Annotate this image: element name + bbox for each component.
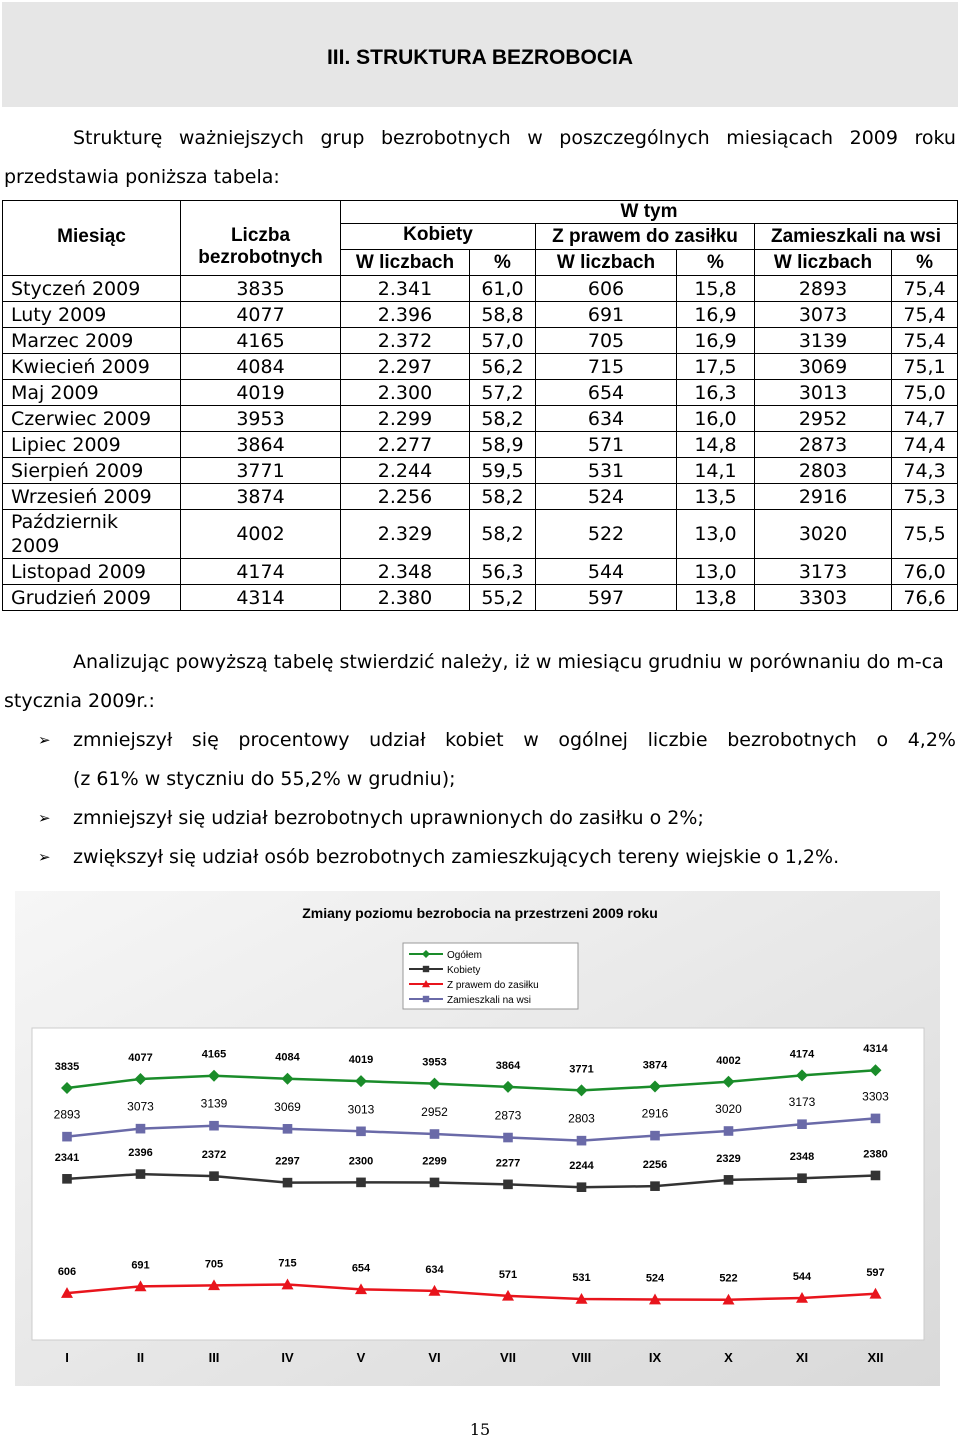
value-cell: 524 bbox=[536, 484, 677, 510]
table-row bbox=[3, 276, 958, 302]
value-cell: 2.244 bbox=[341, 458, 470, 484]
value-cell: 3864 bbox=[181, 432, 341, 458]
col-rural: Zamieszkali na wsi bbox=[755, 224, 958, 250]
legend-marker bbox=[423, 966, 429, 972]
finding-1-word: w bbox=[523, 729, 539, 751]
data-point bbox=[724, 1175, 734, 1185]
finding-item bbox=[38, 838, 956, 877]
value-cell: 3139 bbox=[755, 328, 892, 354]
col-women: Kobiety bbox=[341, 224, 536, 250]
value-cell: 17,5 bbox=[677, 354, 755, 380]
data-label: 3835 bbox=[54, 1060, 80, 1073]
data-label: 2372 bbox=[201, 1149, 227, 1162]
x-tick-label: VIII bbox=[571, 1350, 592, 1365]
finding-1-word: bezrobotnych bbox=[727, 729, 857, 751]
data-label: 2803 bbox=[568, 1111, 595, 1126]
month-cell: Grudzień 2009 bbox=[3, 585, 181, 611]
finding-1-line-2: (z 61% w styczniu do 55,2% w grudniu); bbox=[73, 768, 456, 790]
value-cell: 4077 bbox=[181, 302, 341, 328]
unemployment-chart bbox=[15, 891, 940, 1386]
data-label: 2299 bbox=[422, 1155, 447, 1168]
value-cell: 16,3 bbox=[677, 380, 755, 406]
data-label: 2277 bbox=[495, 1157, 521, 1170]
data-label: 522 bbox=[719, 1272, 738, 1285]
intro-word: 2009 bbox=[849, 127, 898, 149]
value-cell: 16,9 bbox=[677, 328, 755, 354]
value-cell: 75,0 bbox=[892, 380, 958, 406]
data-label: 715 bbox=[278, 1257, 297, 1270]
finding-1-line-1 bbox=[73, 721, 956, 760]
col-rural-pct: % bbox=[892, 250, 958, 276]
arrow-bullet-icon: ➢ bbox=[38, 731, 51, 749]
data-label: 4084 bbox=[275, 1051, 300, 1064]
value-cell: 13,0 bbox=[677, 559, 755, 585]
intro-word: roku bbox=[914, 127, 956, 149]
intro-word: miesiącach bbox=[726, 127, 834, 149]
value-cell: 74,4 bbox=[892, 432, 958, 458]
data-label: 2329 bbox=[716, 1152, 741, 1165]
value-cell: 522 bbox=[536, 510, 677, 559]
data-point bbox=[209, 1171, 219, 1181]
value-cell: 4084 bbox=[181, 354, 341, 380]
data-label: 2916 bbox=[641, 1106, 669, 1121]
value-cell: 691 bbox=[536, 302, 677, 328]
data-point bbox=[797, 1173, 807, 1183]
value-cell: 58,8 bbox=[470, 302, 536, 328]
value-cell: 2.348 bbox=[341, 559, 470, 585]
data-label: 2244 bbox=[569, 1160, 594, 1173]
intro-word: bezrobotnych bbox=[381, 127, 511, 149]
intro-word: ważniejszych bbox=[178, 127, 304, 149]
value-cell: 75,4 bbox=[892, 276, 958, 302]
data-point bbox=[283, 1124, 293, 1134]
legend-label: Kobiety bbox=[447, 965, 481, 976]
data-label: 3303 bbox=[862, 1089, 889, 1104]
value-cell: 2952 bbox=[755, 406, 892, 432]
data-label: 4077 bbox=[128, 1051, 153, 1064]
data-label: 4019 bbox=[348, 1054, 374, 1067]
value-cell: 14,8 bbox=[677, 432, 755, 458]
data-point bbox=[871, 1114, 881, 1124]
data-point bbox=[577, 1182, 587, 1192]
month-cell: Styczeń 2009 bbox=[3, 276, 181, 302]
data-point bbox=[356, 1178, 366, 1188]
value-cell: 3013 bbox=[755, 380, 892, 406]
data-label: 524 bbox=[645, 1272, 665, 1285]
value-cell: 2.396 bbox=[341, 302, 470, 328]
data-point bbox=[871, 1171, 881, 1181]
data-point bbox=[503, 1180, 513, 1190]
data-label: 4002 bbox=[716, 1054, 741, 1067]
value-cell: 3771 bbox=[181, 458, 341, 484]
data-point bbox=[62, 1174, 72, 1184]
data-label: 3069 bbox=[274, 1099, 301, 1114]
value-cell: 3953 bbox=[181, 406, 341, 432]
data-label: 3771 bbox=[569, 1063, 594, 1076]
value-cell: 4174 bbox=[181, 559, 341, 585]
data-label: 3953 bbox=[422, 1056, 447, 1069]
data-label: 2873 bbox=[494, 1108, 522, 1123]
chart-svg bbox=[15, 891, 940, 1386]
data-label: 606 bbox=[57, 1266, 77, 1279]
analysis-line-2: stycznia 2009r.: bbox=[4, 690, 155, 712]
intro-line-1 bbox=[4, 119, 956, 158]
x-tick-label: II bbox=[136, 1350, 145, 1365]
value-cell: 3835 bbox=[181, 276, 341, 302]
data-label: 2893 bbox=[53, 1107, 81, 1122]
data-point bbox=[577, 1136, 587, 1146]
value-cell: 59,5 bbox=[470, 458, 536, 484]
col-women-pct: % bbox=[470, 250, 536, 276]
table-row bbox=[3, 302, 958, 328]
x-tick-label: III bbox=[208, 1350, 220, 1365]
data-point bbox=[650, 1131, 660, 1141]
table-row bbox=[3, 432, 958, 458]
data-point bbox=[62, 1132, 72, 1142]
value-cell: 13,0 bbox=[677, 510, 755, 559]
intro-line-2: przedstawia poniższa tabela: bbox=[4, 166, 280, 188]
page-number: 15 bbox=[469, 1420, 491, 1439]
value-cell: 2.277 bbox=[341, 432, 470, 458]
x-tick-label: I bbox=[65, 1350, 69, 1365]
month-cell: Czerwiec 2009 bbox=[3, 406, 181, 432]
section-title: III. STRUKTURA BEZROBOCIA bbox=[326, 46, 634, 69]
x-tick-label: VII bbox=[500, 1350, 516, 1365]
data-label: 3173 bbox=[788, 1095, 816, 1110]
data-point bbox=[136, 1169, 146, 1179]
value-cell: 56,3 bbox=[470, 559, 536, 585]
finding-1-word: się bbox=[191, 729, 219, 751]
value-cell: 13,5 bbox=[677, 484, 755, 510]
value-cell: 3303 bbox=[755, 585, 892, 611]
month-cell: Marzec 2009 bbox=[3, 328, 181, 354]
value-cell: 75,3 bbox=[892, 484, 958, 510]
legend-marker bbox=[423, 996, 429, 1002]
value-cell: 654 bbox=[536, 380, 677, 406]
data-point bbox=[430, 1178, 440, 1188]
value-cell: 531 bbox=[536, 458, 677, 484]
value-cell: 2803 bbox=[755, 458, 892, 484]
x-tick-label: IV bbox=[281, 1350, 294, 1365]
value-cell: 4314 bbox=[181, 585, 341, 611]
data-label: 4174 bbox=[789, 1048, 815, 1061]
table-body bbox=[3, 276, 958, 611]
finding-item bbox=[38, 799, 956, 838]
value-cell: 634 bbox=[536, 406, 677, 432]
col-count: Liczba bezrobotnych bbox=[181, 201, 341, 276]
data-label: 3020 bbox=[715, 1102, 742, 1116]
finding-1-word: ogólnej bbox=[558, 729, 628, 751]
month-cell: Luty 2009 bbox=[3, 302, 181, 328]
value-cell: 3874 bbox=[181, 484, 341, 510]
value-cell: 544 bbox=[536, 559, 677, 585]
value-cell: 2873 bbox=[755, 432, 892, 458]
analysis-paragraph bbox=[4, 643, 956, 721]
value-cell: 2.299 bbox=[341, 406, 470, 432]
data-label: 3874 bbox=[642, 1059, 668, 1072]
value-cell: 2.300 bbox=[341, 380, 470, 406]
col-rural-count: W liczbach bbox=[755, 250, 892, 276]
data-point bbox=[430, 1129, 440, 1139]
table-row bbox=[3, 484, 958, 510]
value-cell: 13,8 bbox=[677, 585, 755, 611]
month-cell: Październik 2009 bbox=[3, 510, 181, 559]
month-cell: Maj 2009 bbox=[3, 380, 181, 406]
value-cell: 75,4 bbox=[892, 328, 958, 354]
finding-1-word: liczbie bbox=[647, 729, 708, 751]
value-cell: 2.256 bbox=[341, 484, 470, 510]
month-cell: Listopad 2009 bbox=[3, 559, 181, 585]
header-band bbox=[2, 2, 958, 107]
table-row bbox=[3, 380, 958, 406]
value-cell: 16,0 bbox=[677, 406, 755, 432]
arrow-bullet-icon: ➢ bbox=[38, 809, 51, 827]
value-cell: 2.380 bbox=[341, 585, 470, 611]
value-cell: 56,2 bbox=[470, 354, 536, 380]
finding-1-word: o bbox=[876, 729, 889, 751]
data-label: 2256 bbox=[642, 1159, 668, 1172]
value-cell: 715 bbox=[536, 354, 677, 380]
data-label: 4165 bbox=[201, 1048, 227, 1061]
data-label: 4314 bbox=[863, 1043, 888, 1056]
table-row bbox=[3, 354, 958, 380]
x-tick-label: XII bbox=[867, 1350, 884, 1365]
col-benefit-count: W liczbach bbox=[536, 250, 677, 276]
legend-label: Ogółem bbox=[447, 950, 483, 961]
data-point bbox=[503, 1133, 513, 1143]
value-cell: 2.341 bbox=[341, 276, 470, 302]
value-cell: 58,2 bbox=[470, 484, 536, 510]
data-label: 654 bbox=[351, 1262, 371, 1275]
value-cell: 3020 bbox=[755, 510, 892, 559]
month-cell: Lipiec 2009 bbox=[3, 432, 181, 458]
data-label: 571 bbox=[498, 1268, 518, 1281]
analysis-line-1: Analizując powyższą tabelę stwierdzić należy, iż w miesiącu grudniu w porównaniu do m-ca bbox=[73, 651, 944, 673]
value-cell: 57,2 bbox=[470, 380, 536, 406]
data-label: 634 bbox=[425, 1263, 444, 1276]
legend-label: Z prawem do zasiłku bbox=[447, 980, 539, 991]
col-benefit: Z prawem do zasiłku bbox=[536, 224, 755, 250]
data-label: 3073 bbox=[127, 1099, 154, 1114]
intro-paragraph bbox=[4, 119, 956, 197]
intro-word: grup bbox=[320, 127, 365, 149]
data-label: 2396 bbox=[128, 1147, 153, 1160]
data-label: 2952 bbox=[421, 1105, 448, 1120]
finding-1-word: procentowy bbox=[238, 729, 350, 751]
value-cell: 76,6 bbox=[892, 585, 958, 611]
data-label: 3864 bbox=[495, 1059, 521, 1072]
unemployment-table bbox=[2, 200, 958, 611]
table-row bbox=[3, 585, 958, 611]
data-point bbox=[724, 1126, 734, 1136]
month-cell: Sierpień 2009 bbox=[3, 458, 181, 484]
value-cell: 74,3 bbox=[892, 458, 958, 484]
data-point bbox=[136, 1124, 146, 1134]
value-cell: 75,5 bbox=[892, 510, 958, 559]
x-tick-label: XI bbox=[795, 1350, 809, 1365]
table-row bbox=[3, 406, 958, 432]
data-label: 3139 bbox=[200, 1096, 228, 1111]
x-tick-label: IX bbox=[648, 1350, 662, 1365]
data-point bbox=[209, 1121, 219, 1131]
data-label: 2297 bbox=[275, 1155, 300, 1168]
data-label: 2300 bbox=[348, 1155, 374, 1168]
arrow-bullet-icon: ➢ bbox=[38, 848, 51, 866]
legend-label: Zamieszkali na wsi bbox=[447, 995, 531, 1006]
x-tick-label: VI bbox=[428, 1350, 441, 1365]
data-label: 2348 bbox=[789, 1151, 815, 1164]
data-point bbox=[356, 1127, 366, 1137]
intro-word: poszczególnych bbox=[559, 127, 710, 149]
value-cell: 58,2 bbox=[470, 406, 536, 432]
value-cell: 606 bbox=[536, 276, 677, 302]
month-cell: Kwiecień 2009 bbox=[3, 354, 181, 380]
value-cell: 75,1 bbox=[892, 354, 958, 380]
data-point bbox=[797, 1119, 807, 1129]
col-women-count: W liczbach bbox=[341, 250, 470, 276]
x-tick-label: V bbox=[356, 1350, 366, 1365]
value-cell: 76,0 bbox=[892, 559, 958, 585]
finding-2: zmniejszył się udział bezrobotnych uprawnionych do zasiłku o 2%; bbox=[73, 807, 704, 829]
value-cell: 4002 bbox=[181, 510, 341, 559]
value-cell: 58,9 bbox=[470, 432, 536, 458]
col-benefit-pct: % bbox=[677, 250, 755, 276]
value-cell: 75,4 bbox=[892, 302, 958, 328]
value-cell: 2916 bbox=[755, 484, 892, 510]
value-cell: 55,2 bbox=[470, 585, 536, 611]
value-cell: 3073 bbox=[755, 302, 892, 328]
finding-1-word: zmniejszył bbox=[73, 729, 173, 751]
finding-item bbox=[38, 721, 956, 799]
value-cell: 74,7 bbox=[892, 406, 958, 432]
intro-word: Strukturę bbox=[73, 127, 163, 149]
value-cell: 571 bbox=[536, 432, 677, 458]
col-month: Miesiąc bbox=[3, 201, 181, 276]
table-row bbox=[3, 510, 958, 559]
data-label: 3013 bbox=[347, 1102, 375, 1117]
value-cell: 58,2 bbox=[470, 510, 536, 559]
col-of-which: W tym bbox=[341, 201, 958, 224]
value-cell: 14,1 bbox=[677, 458, 755, 484]
value-cell: 3069 bbox=[755, 354, 892, 380]
value-cell: 61,0 bbox=[470, 276, 536, 302]
data-label: 544 bbox=[792, 1270, 812, 1283]
table-row bbox=[3, 328, 958, 354]
value-cell: 597 bbox=[536, 585, 677, 611]
data-label: 531 bbox=[572, 1271, 591, 1284]
value-cell: 57,0 bbox=[470, 328, 536, 354]
value-cell: 705 bbox=[536, 328, 677, 354]
value-cell: 15,8 bbox=[677, 276, 755, 302]
value-cell: 2.372 bbox=[341, 328, 470, 354]
finding-1-word: udział bbox=[369, 729, 426, 751]
intro-word: w bbox=[527, 127, 543, 149]
month-cell: Wrzesień 2009 bbox=[3, 484, 181, 510]
value-cell: 2893 bbox=[755, 276, 892, 302]
table-row bbox=[3, 458, 958, 484]
data-label: 2341 bbox=[54, 1151, 80, 1164]
data-label: 691 bbox=[131, 1259, 150, 1272]
data-label: 705 bbox=[204, 1258, 224, 1271]
x-tick-label: X bbox=[724, 1350, 733, 1365]
table-row bbox=[3, 559, 958, 585]
value-cell: 16,9 bbox=[677, 302, 755, 328]
data-point bbox=[283, 1178, 293, 1188]
value-cell: 4019 bbox=[181, 380, 341, 406]
value-cell: 3173 bbox=[755, 559, 892, 585]
value-cell: 4165 bbox=[181, 328, 341, 354]
chart-title: Zmiany poziomu bezrobocia na przestrzeni 2009 roku bbox=[302, 905, 658, 921]
findings-list bbox=[38, 721, 956, 877]
finding-1-word: kobiet bbox=[445, 729, 504, 751]
data-point bbox=[650, 1181, 660, 1191]
finding-1-word: 4,2% bbox=[907, 729, 956, 751]
data-label: 597 bbox=[866, 1266, 885, 1279]
finding-3: zwiększył się udział osób bezrobotnych zamieszkujących tereny wiejskie o 1,2%. bbox=[73, 846, 840, 868]
data-label: 2380 bbox=[863, 1148, 888, 1161]
value-cell: 2.297 bbox=[341, 354, 470, 380]
value-cell: 2.329 bbox=[341, 510, 470, 559]
